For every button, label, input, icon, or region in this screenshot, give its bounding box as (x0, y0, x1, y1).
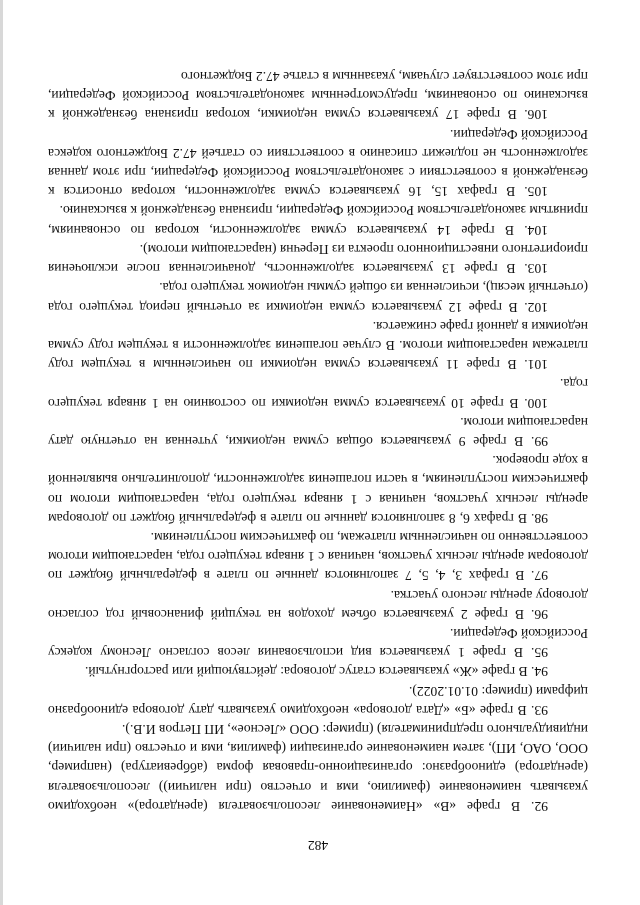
paragraph-104: 104. В графе 14 указывается сумма задолженности, которая по основаниям, принятым законодательством Российской Федерации, признана безнадежной к взысканию. (48, 203, 588, 238)
paragraph-93: 93. В графе «Б» «Дата договора» необходимо указывать дату договора единообразно цифрами (пример: 01.01.2022). (48, 683, 588, 718)
paragraph-102: 102. В графе 12 указывается сумма недоимки за отчетный период текущего года (отчетный месяц), исчисленная из общей суммы недоимок текущего года. (48, 280, 588, 315)
paragraph-99: 99. В графе 9 указывается общая сумма недоимки, учтенная на отчетную дату нарастающим итогом. (48, 414, 588, 449)
paragraph-94: 94. В графе «Ж» указывается статус договора: действующий или расторгнутый. (84, 664, 548, 680)
paragraph-96: 96. В графе 2 указывается объем доходов на текущий финансовый год согласно договору аренды лесного участка. (48, 587, 588, 622)
page-content (48, 67, 588, 855)
paragraph-92: 92. В графе «В» «Наименование лесопользователя (арендатора)» необходимо указывать наименование (фамилию, имя и отчество (при наличии)) лесопользователя (арендатора) единообразно: организационно-правовая форма (аббревиатура) (например, ООО, ОАО, ИП), затем наименование организации (фамилия, имя и отчество (при наличии) индивидуального предпринимателя) (пример: ООО «Лесное», ИП Петров И.В.). (48, 721, 588, 814)
paragraph-98: 98. В графах 6, 8 заполняются данные по плате в федеральный бюджет по договорам аренды лесных участков, начиная с 1 января текущего года, нарастающим итогом по фактическим поступлениям, в части погашения задолженности, дополнительно выявленной в ходе проверок. (48, 453, 588, 526)
paragraph-106: 106. В графе 17 указывается сумма недоимки, которая признана безнадежной к взысканию по основаниям, предусмотренным законодательством Российской Федерации, при этом соответствует случаям, указанным в статье 47.2 Бюджетного (48, 69, 588, 123)
paragraph-105: 105. В графах 15, 16 указывается сумма задолженности, которая относится к безнадежной в соответствии с законодательством Российской Федерации, при этом данная задолженность не подлежит списанию в соответствии со статьей 47.2 Бюджетного кодекса Российской Федерации. (48, 126, 588, 200)
paragraph-100: 100. В графе 10 указывается сумма недоимки по состоянию на 1 января текущего года. (48, 376, 588, 411)
scan-edge-shadow (0, 0, 3, 905)
page-number: 482 (307, 838, 329, 853)
paragraph-103: 103. В графе 13 указывается задолженность, доначисленная после исключения приоритетного инвестиционного проекта из Перечня (нарастающим итогом). (48, 241, 588, 277)
paragraph-101: 101. В графе 11 указывается сумма недоимки по начисленным в текущем году платежам нарастающим итогом. В случае погашения задолженности в текущем году сумма недоимки в данной графе снижается. (48, 318, 588, 373)
paragraph-97: 97. В графах 3, 4, 5, 7 заполняются данные по плате в федеральный бюджет по договорам аренды лесных участков, начиная с 1 января текущего года, нарастающим итогом соответственно по начисленным платежам, по фактическим поступлениям. (48, 529, 588, 584)
paragraph-95: 95. В графе 1 указывается вид использования лесов согласно Лесному кодексу Российской Федерации. (48, 625, 588, 661)
